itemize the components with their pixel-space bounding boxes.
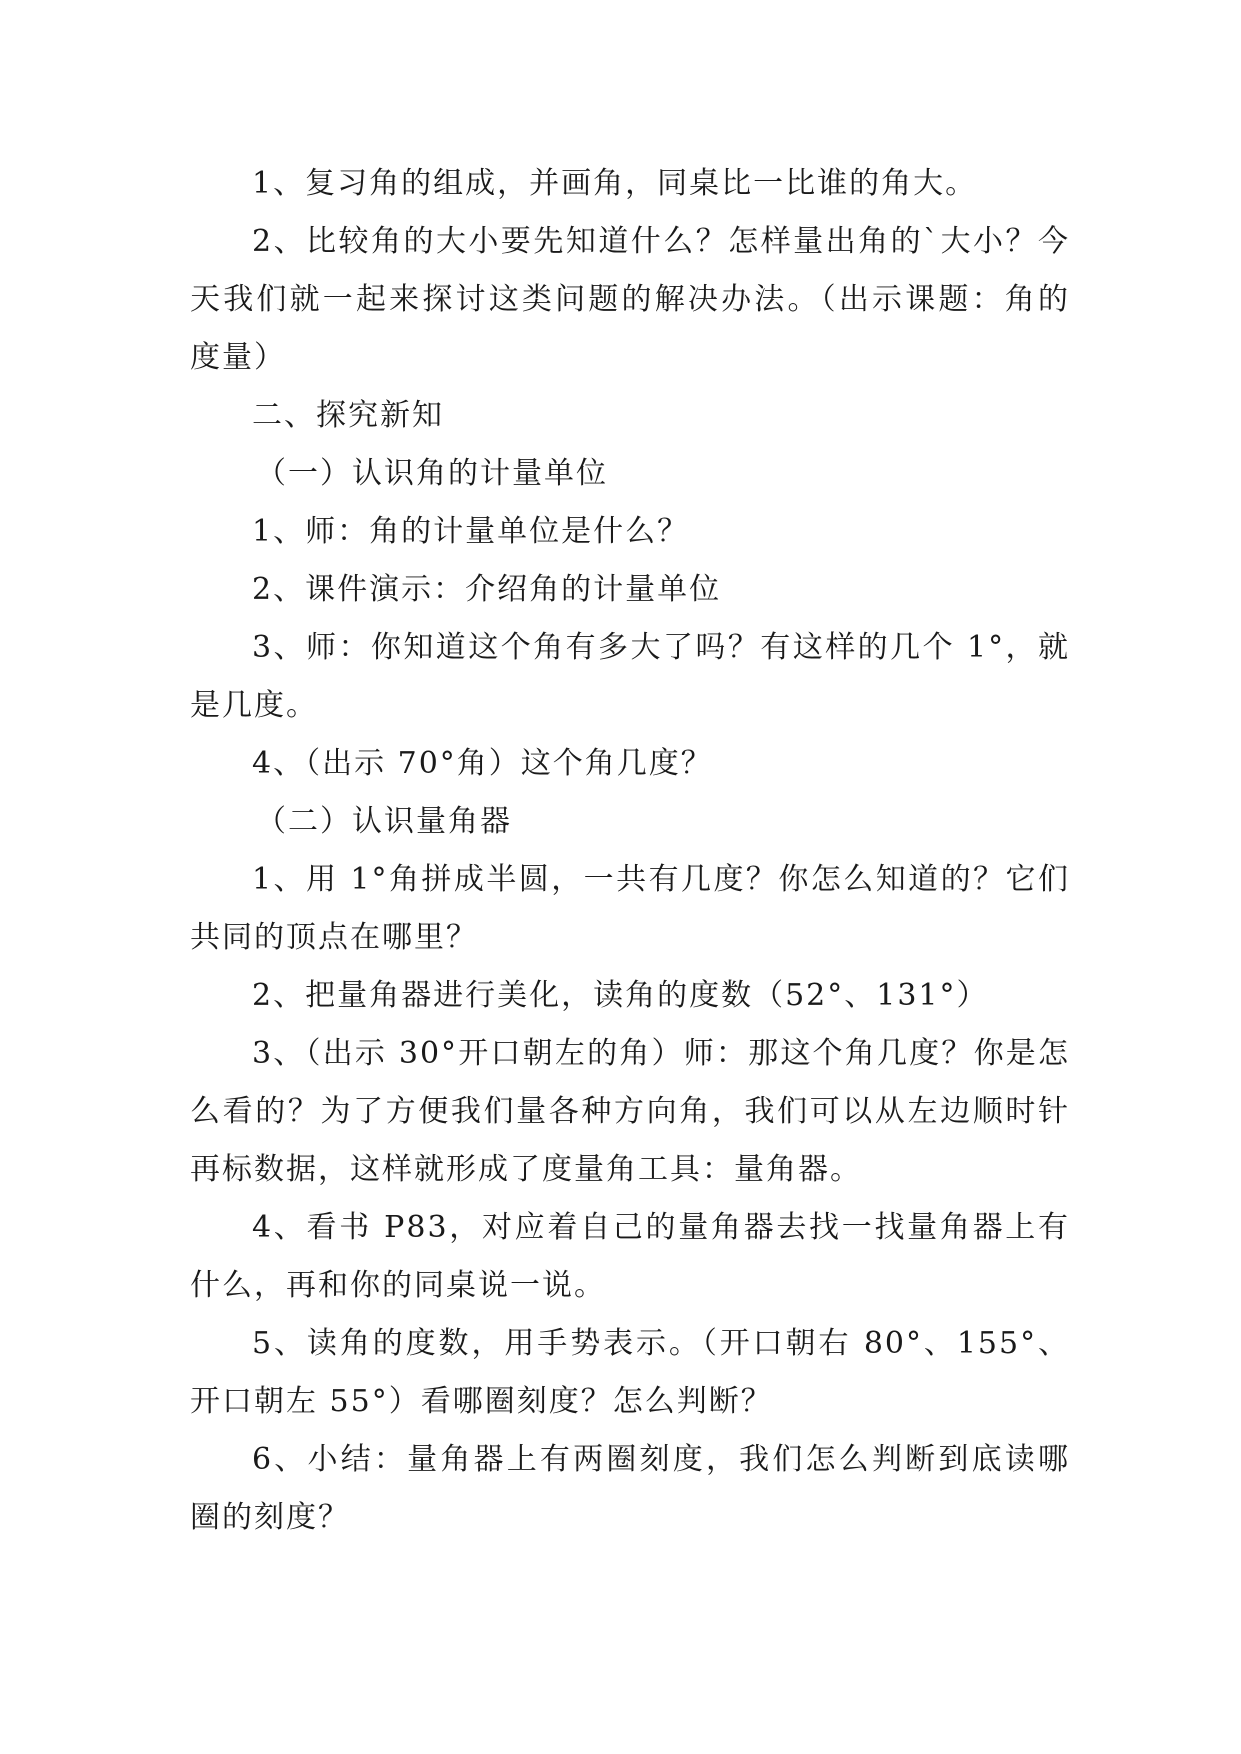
section-heading-explore: 二、探究新知 — [252, 398, 444, 433]
paragraph-compare-angle: 2、比较角的大小要先知道什么？怎样量出角的`大小？今天我们就一起来探讨这类问题的解决办法。（出示课题：角的度量） — [190, 224, 1070, 375]
paragraph-angle-size: 3、师：你知道这个角有多大了吗？有这样的几个 1°，就是几度。 — [190, 630, 1070, 723]
paragraph-show-70: 4、（出示 70°角）这个角几度？ — [252, 746, 713, 781]
subsection-heading-protractor: （二）认识量角器 — [256, 804, 512, 839]
document-body — [190, 155, 1070, 1547]
paragraph-gesture: 5、读角的度数，用手势表示。（开口朝右 80°、155°、开口朝左 55°）看哪圈刻度？怎么判断？ — [190, 1326, 1070, 1419]
subsection-heading-unit: （一）认识角的计量单位 — [256, 456, 608, 491]
paragraph-read-book: 4、看书 P83，对应着自己的量角器去找一找量角器上有什么，再和你的同桌说一说。 — [190, 1210, 1070, 1303]
paragraph-summary: 6、小结：量角器上有两圈刻度，我们怎么判断到底读哪圈的刻度？ — [190, 1442, 1070, 1535]
paragraph-read-degrees: 2、把量角器进行美化，读角的度数（52°、131°） — [252, 978, 989, 1013]
paragraph-semicircle: 1、用 1°角拼成半圆，一共有几度？你怎么知道的？它们共同的顶点在哪里？ — [190, 862, 1070, 955]
paragraph-unit-question: 1、师：角的计量单位是什么？ — [252, 514, 690, 549]
paragraph-show-30: 3、（出示 30°开口朝左的角）师：那这个角几度？你是怎么看的？为了方便我们量各种方向角，我们可以从左边顺时针再标数据，这样就形成了度量角工具：量角器。 — [190, 1036, 1070, 1187]
paragraph-courseware-demo: 2、课件演示：介绍角的计量单位 — [252, 572, 722, 607]
paragraph-review-angle: 1、复习角的组成，并画角，同桌比一比谁的角大。 — [252, 166, 978, 201]
